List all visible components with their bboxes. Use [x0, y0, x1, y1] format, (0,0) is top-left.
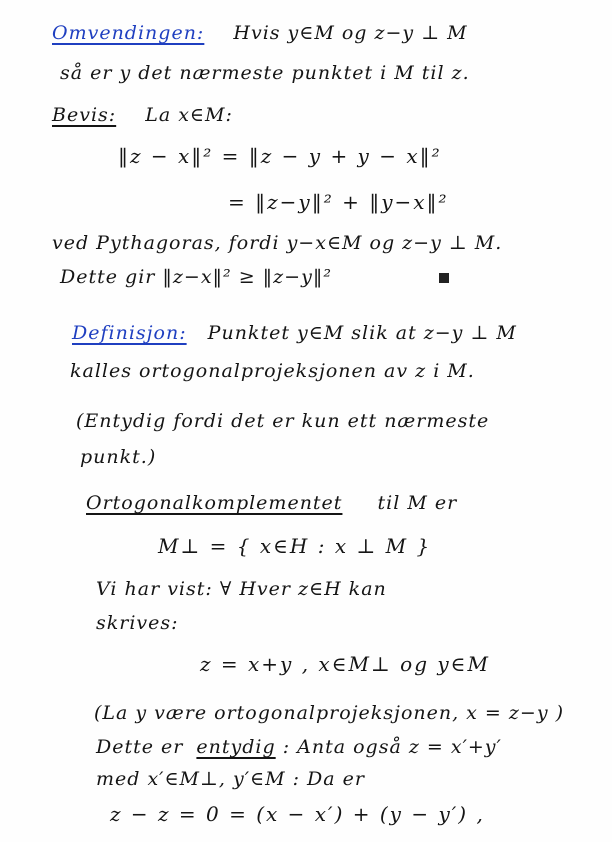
heading-omvendingen: Omvendingen:	[52, 22, 205, 44]
line-definition	[72, 322, 517, 344]
qed-box-icon	[439, 273, 449, 283]
equation-complement-set: M⊥ = { x∈H : x ⊥ M }	[158, 534, 432, 558]
equation-decomposition: z = x+y , x∈M⊥ og y∈M	[200, 652, 490, 676]
line-orthogonal-complement	[86, 492, 457, 514]
word-entydig: entydig	[196, 736, 276, 758]
line-converse	[52, 22, 468, 44]
converse-statement: Hvis y∈M og z−y ⊥ M	[233, 22, 468, 44]
line-by-pythagoras: ved Pythagoras, fordi y−x∈M og z−y ⊥ M.	[52, 232, 503, 254]
heading-bevis: Bevis:	[52, 104, 117, 126]
heading-ortogonalkomplementet: Ortogonalkomplementet	[86, 492, 343, 514]
equation-pythagoras-sum: = ‖z−y‖² + ‖y−x‖²	[228, 190, 449, 214]
line-orthogonal-projection: kalles ortogonalprojeksjonen av z i M.	[70, 360, 475, 382]
assume-also: : Anta også z = x′+y′	[282, 736, 502, 758]
line-uniqueness-note-end: punkt.)	[80, 446, 157, 468]
line-can-be-written: skrives:	[96, 612, 179, 634]
definition-statement: Punktet y∈M slik at z−y ⊥ M	[207, 322, 517, 344]
line-proof-start	[52, 104, 233, 126]
equation-norm-expansion: ‖z − x‖² = ‖z − y + y − x‖²	[118, 144, 442, 168]
line-projection-remark: (La y være ortogonalprojeksjonen, x = z−y )	[94, 702, 565, 724]
line-we-have-shown: Vi har vist: ∀ Hver z∈H kan	[96, 578, 387, 600]
equation-difference-zero: z − z = 0 = (x − x′) + (y − y′) ,	[110, 802, 485, 826]
complement-of-m: til M er	[377, 492, 458, 514]
line-with-primes: med x′∈M⊥, y′∈M : Da er	[96, 768, 365, 790]
let-x-in-m: La x∈M:	[145, 104, 233, 126]
heading-definisjon: Definisjon:	[72, 322, 187, 344]
text-dette-er: Dette er	[96, 736, 184, 758]
line-conclusion	[60, 266, 449, 288]
line-uniqueness-proof	[96, 736, 502, 758]
line-uniqueness-note: (Entydig fordi det er kun ett nærmeste	[76, 410, 490, 432]
conclusion-inequality: Dette gir ‖z−x‖² ≥ ‖z−y‖²	[60, 266, 332, 288]
line-nearest-point: så er y det nærmeste punktet i M til z.	[60, 62, 470, 84]
